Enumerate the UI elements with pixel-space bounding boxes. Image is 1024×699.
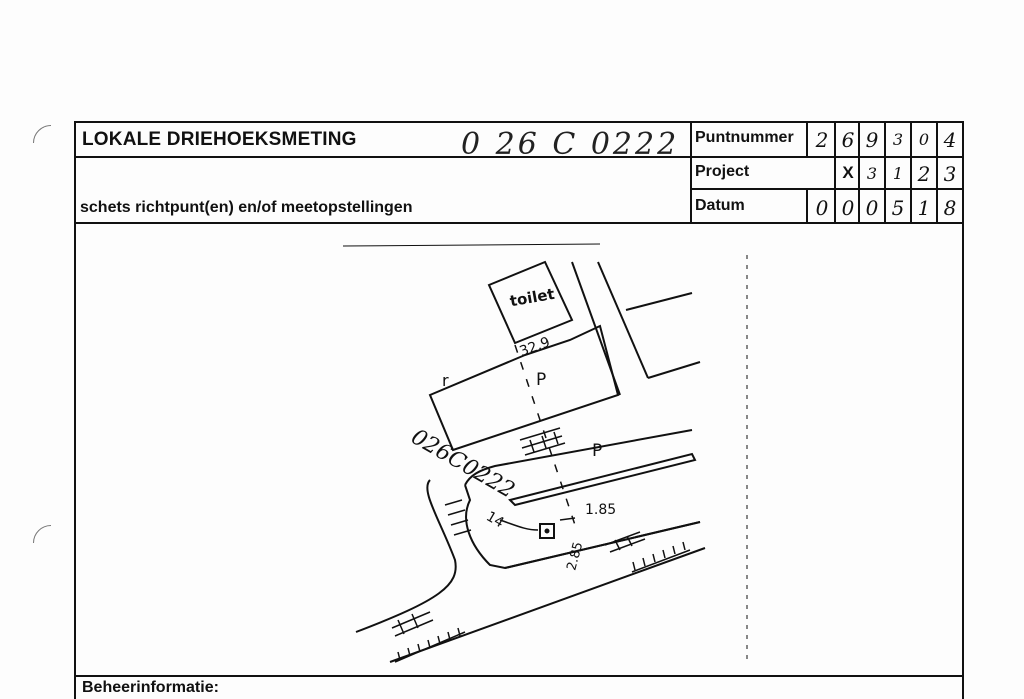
handwritten-point-number: 0 26 C 0222 xyxy=(461,127,680,162)
road-edge xyxy=(598,262,648,378)
parking-label-1: P xyxy=(536,370,547,390)
puntnummer-digit: 9 xyxy=(865,128,879,152)
project-digit: X xyxy=(842,163,854,182)
project-digit: 1 xyxy=(892,164,904,183)
datum-digit: 0 xyxy=(815,196,829,220)
datum-digit: 8 xyxy=(943,196,957,220)
sketch-labels xyxy=(407,285,616,572)
project-digit: 3 xyxy=(943,162,957,186)
form-subtitle: schets richtpunt(en) en/of meetopstellingen xyxy=(80,199,413,216)
road-edge xyxy=(356,480,456,632)
road-edge xyxy=(626,293,692,310)
label-14: 14 xyxy=(483,508,507,532)
datum-digit: 5 xyxy=(891,196,905,220)
project-digit: 2 xyxy=(917,162,931,186)
toilet-label: toilet xyxy=(508,284,556,311)
road-edge xyxy=(572,262,620,395)
parking-label-2: P xyxy=(592,441,603,461)
road-edge xyxy=(648,362,700,378)
r-label: r xyxy=(442,371,449,390)
datum-digit: 0 xyxy=(841,196,855,220)
beheerinformatie-label: Beheerinformatie: xyxy=(82,679,219,696)
puntnummer-digit: 2 xyxy=(815,128,829,152)
puntnummer-digit: 6 xyxy=(841,128,855,152)
survey-point-dot xyxy=(546,530,549,533)
puntnummer-digit: 0 xyxy=(918,130,930,149)
project-label: Project xyxy=(695,163,750,180)
puntnummer-digit: 3 xyxy=(892,130,904,149)
distance-down-label: 2.85 xyxy=(564,540,587,573)
distance-right-label: 1.85 xyxy=(585,502,617,518)
puntnummer-label: Puntnummer xyxy=(695,129,794,146)
project-digit: 3 xyxy=(866,164,878,183)
distance-top-label: 32.9 xyxy=(517,334,553,360)
datum-digit: 0 xyxy=(865,196,879,220)
puntnummer-digit: 4 xyxy=(943,128,957,152)
leader-arrow xyxy=(500,520,538,530)
point-code-label: 026C0222 xyxy=(406,424,519,504)
sketch-border-top xyxy=(343,244,600,246)
datum-label: Datum xyxy=(695,197,745,214)
datum-digit: 1 xyxy=(917,196,931,220)
road-edge xyxy=(390,548,705,662)
median-strip xyxy=(510,454,695,505)
form-title: LOKALE DRIEHOEKSMETING xyxy=(82,129,357,150)
